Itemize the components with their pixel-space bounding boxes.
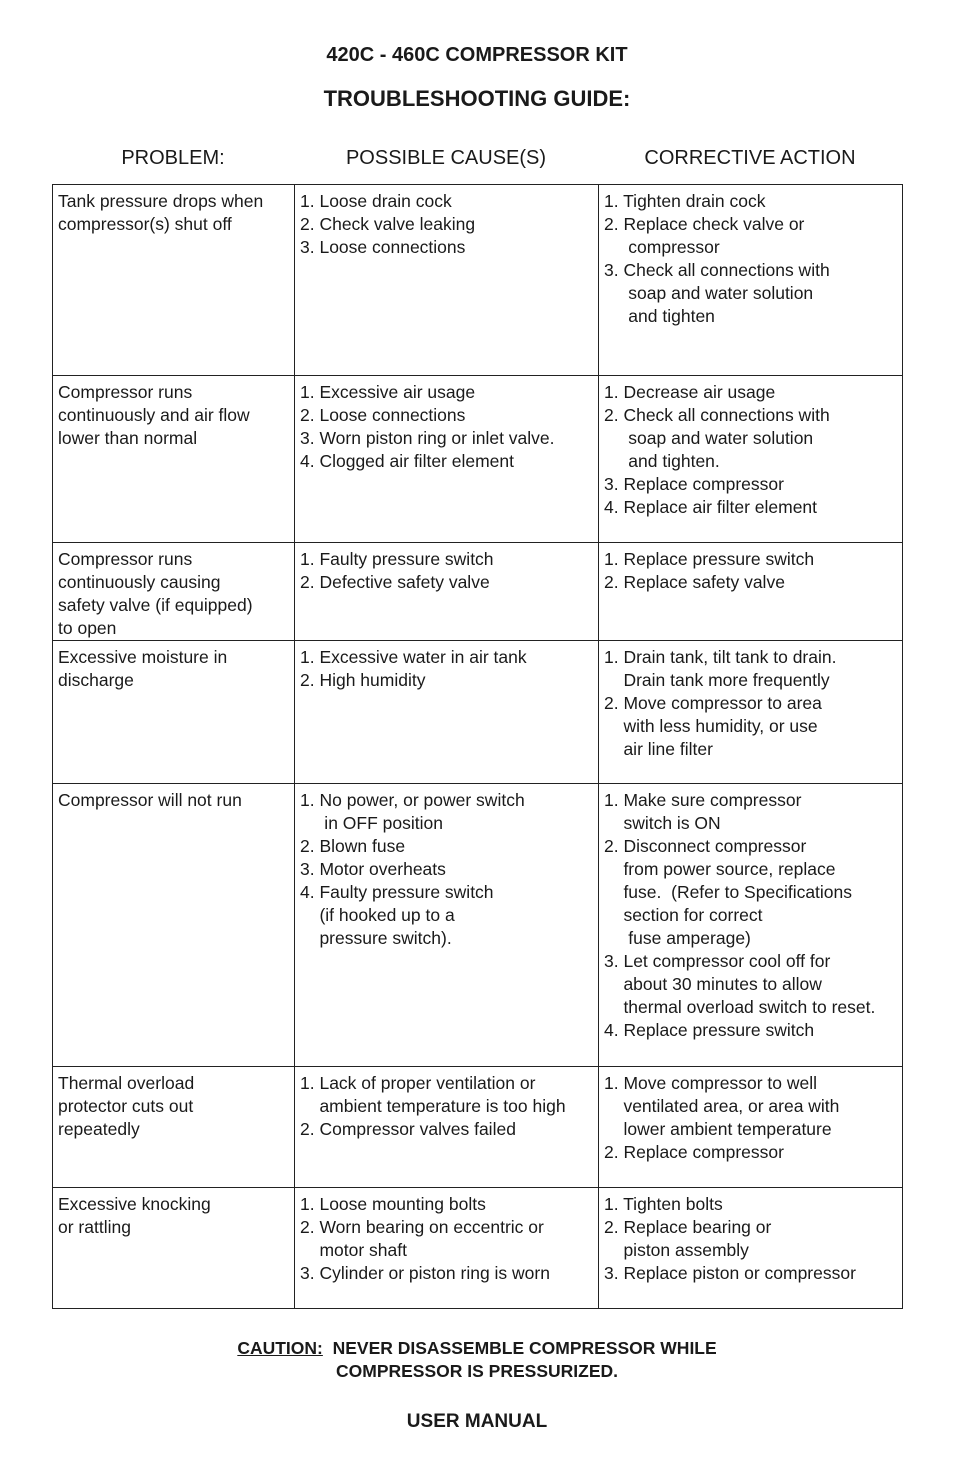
- table-row: [53, 641, 903, 784]
- problem-cell-line: Compressor runs: [58, 382, 193, 402]
- action-cell-line: 3. Replace compressor: [604, 474, 784, 494]
- cause-cell-line: 1. Faulty pressure switch: [300, 549, 494, 569]
- column-header-action: CORRECTIVE ACTION: [644, 147, 856, 169]
- footer-label: USER MANUAL: [406, 1411, 548, 1432]
- problem-cell-line: repeatedly: [58, 1119, 140, 1139]
- column-header-problem: PROBLEM:: [121, 147, 225, 169]
- cause-cell-line: ambient temperature is too high: [300, 1096, 566, 1116]
- cause-cell-line: 2. Check valve leaking: [300, 214, 476, 234]
- action-cell-line: 4. Replace air filter element: [604, 497, 818, 517]
- problem-cell: [53, 784, 295, 1067]
- problem-cell-line: Tank pressure drops when: [58, 191, 264, 211]
- action-cell-line: 1. Drain tank, tilt tank to drain.: [604, 647, 837, 667]
- cause-cell-line: 1. Loose mounting bolts: [300, 1194, 486, 1214]
- cause-cell-line: 1. Excessive air usage: [300, 382, 476, 402]
- action-cell-line: 1. Replace pressure switch: [604, 549, 815, 569]
- action-cell: [599, 376, 903, 543]
- cause-cell-line: (if hooked up to a: [300, 905, 455, 925]
- action-cell-line: 1. Move compressor to well: [604, 1073, 817, 1093]
- cause-cell-line: 3. Motor overheats: [300, 859, 446, 879]
- action-cell-line: about 30 minutes to allow: [604, 974, 822, 994]
- action-cell-line: 3. Let compressor cool off for: [604, 951, 831, 971]
- cause-cell-line: 2. Compressor valves failed: [300, 1119, 516, 1139]
- problem-cell: [53, 376, 295, 543]
- action-cell-line: 1. Decrease air usage: [604, 382, 776, 402]
- cause-cell-line: pressure switch).: [300, 928, 452, 948]
- problem-cell-line: discharge: [58, 670, 134, 690]
- problem-cell-line: Compressor will not run: [58, 790, 242, 810]
- action-cell-line: compressor: [604, 237, 720, 257]
- action-cell-line: 2. Replace safety valve: [604, 572, 785, 592]
- problem-cell-line: protector cuts out: [58, 1096, 194, 1116]
- action-cell-line: air line filter: [604, 739, 713, 759]
- action-cell: [599, 185, 903, 376]
- cause-cell-line: 2. High humidity: [300, 670, 426, 690]
- action-cell: [599, 1067, 903, 1188]
- action-cell-line: from power source, replace: [604, 859, 836, 879]
- caution-notice: [0, 1337, 954, 1383]
- caution-text-1: NEVER DISASSEMBLE COMPRESSOR WHILE: [322, 1338, 717, 1358]
- problem-cell-line: Thermal overload: [58, 1073, 195, 1093]
- table-row: [53, 1188, 903, 1309]
- action-cell-line: 2. Move compressor to area: [604, 693, 822, 713]
- column-header-cause: POSSIBLE CAUSE(S): [345, 147, 547, 169]
- action-cell-line: 3. Replace piston or compressor: [604, 1263, 856, 1283]
- cause-cell-line: 1. No power, or power switch: [300, 790, 525, 810]
- problem-cell: [53, 185, 295, 376]
- action-cell: [599, 641, 903, 784]
- action-cell: [599, 543, 903, 641]
- cause-cell: [295, 543, 599, 641]
- problem-cell-line: Compressor runs: [58, 549, 193, 569]
- action-cell-line: soap and water solution: [604, 283, 814, 303]
- problem-cell-line: Excessive knocking: [58, 1194, 211, 1214]
- action-cell-line: lower ambient temperature: [604, 1119, 832, 1139]
- cause-cell: [295, 1188, 599, 1309]
- problem-cell: [53, 543, 295, 641]
- caution-line-1: [0, 1337, 954, 1360]
- cause-cell-line: 2. Loose connections: [300, 405, 466, 425]
- action-cell-line: ventilated area, or area with: [604, 1096, 840, 1116]
- action-cell-line: 2. Replace compressor: [604, 1142, 784, 1162]
- cause-cell-line: 3. Worn piston ring or inlet valve.: [300, 428, 555, 448]
- problem-cell-line: lower than normal: [58, 428, 198, 448]
- problem-cell-line: to open: [58, 618, 117, 638]
- action-cell-line: 4. Replace pressure switch: [604, 1020, 815, 1040]
- action-cell-line: and tighten: [604, 306, 715, 326]
- action-cell-line: with less humidity, or use: [604, 716, 818, 736]
- table-row: [53, 543, 903, 641]
- action-cell-line: 2. Check all connections with: [604, 405, 830, 425]
- cause-cell-line: 1. Lack of proper ventilation or: [300, 1073, 536, 1093]
- cause-cell-line: 3. Cylinder or piston ring is worn: [300, 1263, 550, 1283]
- troubleshooting-table: [52, 184, 903, 1309]
- guide-heading: TROUBLESHOOTING GUIDE:: [323, 86, 631, 111]
- problem-cell: [53, 1067, 295, 1188]
- problem-cell-line: Excessive moisture in: [58, 647, 228, 667]
- cause-cell-line: 2. Blown fuse: [300, 836, 406, 856]
- action-cell-line: fuse. (Refer to Specifications: [604, 882, 853, 902]
- problem-cell-line: compressor(s) shut off: [58, 214, 232, 234]
- cause-cell-line: motor shaft: [300, 1240, 407, 1260]
- table-row: [53, 784, 903, 1067]
- action-cell-line: 2. Replace check valve or: [604, 214, 805, 234]
- problem-cell-line: continuously and air flow: [58, 405, 250, 425]
- caution-text-2: COMPRESSOR IS PRESSURIZED.: [336, 1361, 618, 1381]
- cause-cell-line: 4. Clogged air filter element: [300, 451, 514, 471]
- table-row: [53, 185, 903, 376]
- cause-cell-line: 2. Defective safety valve: [300, 572, 490, 592]
- caution-label: CAUTION:: [237, 1338, 323, 1358]
- action-cell-line: piston assembly: [604, 1240, 749, 1260]
- cause-cell-line: 2. Worn bearing on eccentric or: [300, 1217, 544, 1237]
- action-cell: [599, 1188, 903, 1309]
- cause-cell-line: 4. Faulty pressure switch: [300, 882, 494, 902]
- action-cell-line: Drain tank more frequently: [604, 670, 830, 690]
- cause-cell: [295, 376, 599, 543]
- action-cell-line: fuse amperage): [604, 928, 751, 948]
- action-cell-line: 1. Make sure compressor: [604, 790, 802, 810]
- action-cell-line: soap and water solution: [604, 428, 814, 448]
- problem-cell-line: safety valve (if equipped): [58, 595, 253, 615]
- problem-cell: [53, 1188, 295, 1309]
- action-cell-line: 2. Replace bearing or: [604, 1217, 772, 1237]
- cause-cell-line: 1. Excessive water in air tank: [300, 647, 527, 667]
- action-cell-line: 1. Tighten drain cock: [604, 191, 766, 211]
- cause-cell-line: 3. Loose connections: [300, 237, 466, 257]
- cause-cell: [295, 784, 599, 1067]
- document-title: 420C - 460C COMPRESSOR KIT: [326, 44, 628, 66]
- cause-cell: [295, 1067, 599, 1188]
- cause-cell: [295, 185, 599, 376]
- cause-cell-line: in OFF position: [300, 813, 443, 833]
- problem-cell-line: or rattling: [58, 1217, 131, 1237]
- action-cell-line: 1. Tighten bolts: [604, 1194, 723, 1214]
- problem-cell-line: continuously causing: [58, 572, 221, 592]
- action-cell-line: 2. Disconnect compressor: [604, 836, 807, 856]
- table-row: [53, 1067, 903, 1188]
- action-cell: [599, 784, 903, 1067]
- action-cell-line: thermal overload switch to reset.: [604, 997, 876, 1017]
- action-cell-line: and tighten.: [604, 451, 720, 471]
- cause-cell-line: 1. Loose drain cock: [300, 191, 452, 211]
- cause-cell: [295, 641, 599, 784]
- action-cell-line: switch is ON: [604, 813, 721, 833]
- action-cell-line: 3. Check all connections with: [604, 260, 830, 280]
- troubleshooting-table-body: [53, 185, 903, 1309]
- table-row: [53, 376, 903, 543]
- problem-cell: [53, 641, 295, 784]
- column-headers: [52, 147, 902, 173]
- action-cell-line: section for correct: [604, 905, 763, 925]
